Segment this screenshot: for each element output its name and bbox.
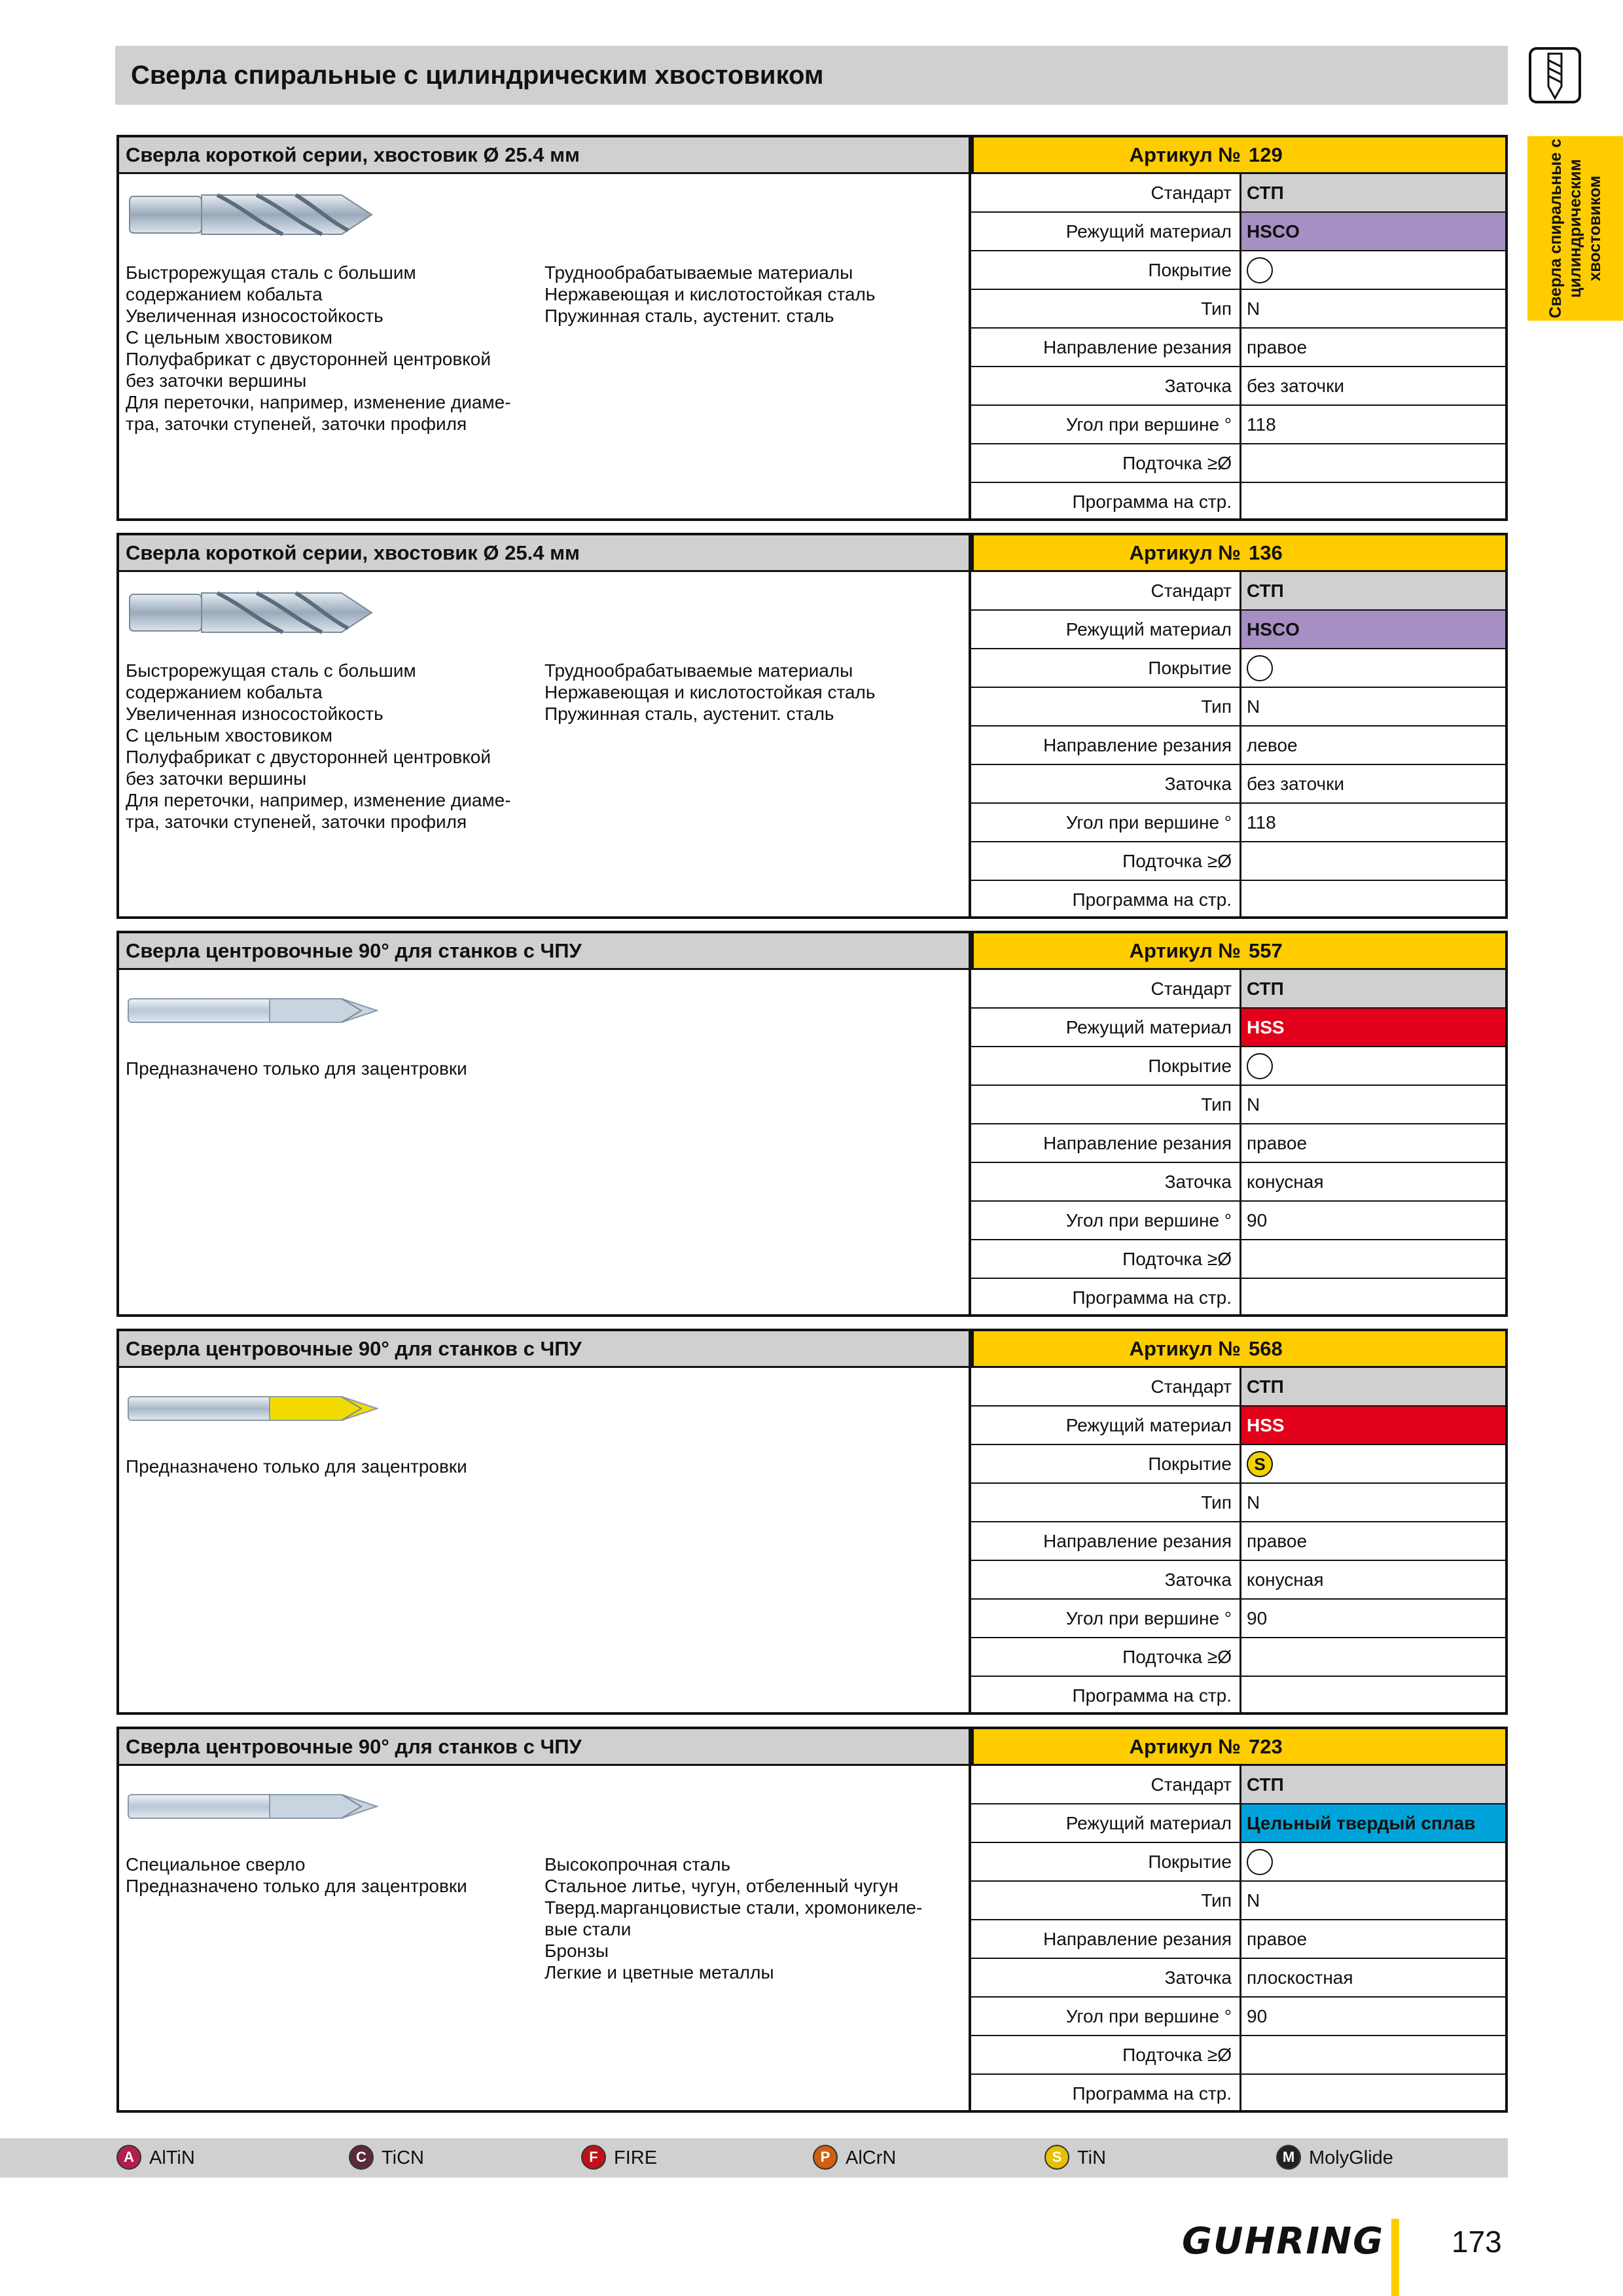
spec-label: Программа на стр. — [1072, 1685, 1232, 1706]
legend-label: TiN — [1077, 2147, 1107, 2168]
description-left: Быстрорежущая сталь с большим содержанием кобальта Увеличенная износостойкость С цельным хвостовиком Полуфабрикат с двусторонней центровкой без заточки вершины Для переточки, например, изменение диаме- тра, заточки ступеней, заточки профиля — [126, 262, 511, 434]
spec-row-program — [971, 2075, 1505, 2113]
spec-label: Тип — [1201, 1492, 1232, 1513]
spec-label: Тип — [1201, 1890, 1232, 1910]
spec-label: Стандарт — [1150, 978, 1232, 999]
spec-value-material — [1240, 1009, 1505, 1046]
spec-value-text: СТП — [1247, 581, 1284, 601]
spec-row-standard — [971, 174, 1505, 213]
spec-row-standard — [971, 970, 1505, 1009]
spec-value-coating — [1240, 251, 1505, 289]
spec-row-direction — [971, 1522, 1505, 1561]
uncoated-icon — [1247, 655, 1273, 681]
section-title: Сверла короткой серии, хвостовик Ø 25.4 мм — [119, 137, 969, 174]
article-number: 723 — [1249, 1735, 1283, 1758]
spec-value-sharpening — [1240, 1561, 1505, 1598]
spec-row-angle — [971, 1600, 1505, 1638]
brand-divider — [1391, 2219, 1399, 2296]
product-section-557 — [116, 931, 1508, 1317]
spec-label: Подточка ≥Ø — [1122, 851, 1232, 871]
section-title: Сверла короткой серии, хвостовик Ø 25.4 мм — [119, 535, 969, 572]
spec-label: Режущий материал — [1065, 1017, 1232, 1037]
spec-value-direction — [1240, 1124, 1505, 1162]
spec-value-thinning — [1240, 2036, 1505, 2073]
spec-row-material — [971, 1009, 1505, 1047]
spec-label: Стандарт — [1150, 1774, 1232, 1795]
product-section-568 — [116, 1329, 1508, 1715]
spec-value-text: конусная — [1247, 1570, 1324, 1590]
spec-value-text: без заточки — [1247, 774, 1345, 794]
spec-label: Угол при вершине ° — [1065, 1608, 1232, 1628]
spec-value-text: левое — [1247, 735, 1298, 755]
spec-row-angle — [971, 406, 1505, 444]
spec-value-angle — [1240, 1998, 1505, 2035]
product-section-129 — [116, 135, 1508, 521]
spec-value-angle — [1240, 1600, 1505, 1637]
uncoated-icon — [1247, 1053, 1273, 1079]
description-left: Специальное сверло Предназначено только для зацентровки — [126, 1854, 467, 1896]
legend-label: AlCrN — [846, 2147, 897, 2168]
spec-label: Заточка — [1164, 376, 1232, 396]
spec-value-text: 90 — [1247, 1210, 1268, 1230]
spec-table — [971, 174, 1505, 522]
spec-value-text: правое — [1247, 1929, 1308, 1949]
spec-label: Угол при вершине ° — [1065, 812, 1232, 833]
spec-row-sharpening — [971, 367, 1505, 406]
spec-value-text: HSS — [1247, 1415, 1285, 1435]
brand-logo: GUHRING — [1182, 2220, 1385, 2263]
spec-value-text: правое — [1247, 1531, 1308, 1551]
description-right: Труднообрабатываемые материалы Нержавеющая и кислотостойкая сталь Пружинная сталь, аустенит. сталь — [544, 660, 876, 724]
spec-value-angle — [1240, 406, 1505, 443]
spec-table — [971, 1766, 1505, 2113]
spec-row-direction — [971, 1124, 1505, 1163]
spec-label: Стандарт — [1150, 581, 1232, 601]
spec-value-text: СТП — [1247, 183, 1284, 203]
spec-row-coating — [971, 1843, 1505, 1882]
coating-molyglide-icon: M — [1276, 2145, 1301, 2170]
spec-row-type — [971, 1882, 1505, 1920]
spec-label: Подточка ≥Ø — [1122, 1647, 1232, 1667]
spec-value-text: правое — [1247, 337, 1308, 357]
spec-value-type — [1240, 1484, 1505, 1521]
spec-row-material — [971, 1407, 1505, 1445]
spec-value-program — [1240, 483, 1505, 520]
legend-label: TiCN — [382, 2147, 424, 2168]
spec-label: Угол при вершине ° — [1065, 1210, 1232, 1230]
spec-label: Покрытие — [1148, 1056, 1232, 1076]
spec-value-text: N — [1247, 1890, 1260, 1910]
spec-row-sharpening — [971, 765, 1505, 804]
spec-label: Подточка ≥Ø — [1122, 453, 1232, 473]
spec-value-material — [1240, 1804, 1505, 1842]
spec-value-material — [1240, 1407, 1505, 1444]
spec-label: Заточка — [1164, 774, 1232, 794]
section-title: Сверла центровочные 90° для станков с ЧПУ — [119, 933, 969, 970]
spec-label: Программа на стр. — [1072, 2083, 1232, 2104]
spec-label: Программа на стр. — [1072, 889, 1232, 910]
spec-row-standard — [971, 572, 1505, 611]
spec-value-text: N — [1247, 1094, 1260, 1115]
page-number: 173 — [1452, 2225, 1502, 2259]
side-tab-label: Сверла спиральные с цилиндрическим хвостовиком — [1546, 138, 1604, 319]
spec-label: Направление резания — [1043, 1531, 1232, 1551]
side-tab — [1527, 136, 1623, 321]
spec-value-direction — [1240, 1522, 1505, 1560]
spec-row-standard — [971, 1368, 1505, 1407]
description-left: Предназначено только для зацентровки — [126, 1058, 467, 1079]
spec-label: Покрытие — [1148, 1852, 1232, 1872]
product-section-136 — [116, 533, 1508, 919]
spec-label: Направление резания — [1043, 337, 1232, 357]
spec-row-coating — [971, 649, 1505, 688]
spec-label: Режущий материал — [1065, 1415, 1232, 1435]
legend-label: AlTiN — [149, 2147, 195, 2168]
spec-value-text: СТП — [1247, 1774, 1284, 1795]
spec-row-material — [971, 213, 1505, 251]
tin-coating-icon: S — [1247, 1451, 1273, 1477]
spec-row-type — [971, 290, 1505, 329]
spec-value-direction — [1240, 329, 1505, 366]
spec-value-coating — [1240, 649, 1505, 687]
spec-label: Покрытие — [1148, 260, 1232, 280]
spec-row-program — [971, 483, 1505, 522]
spec-label: Угол при вершине ° — [1065, 2006, 1232, 2026]
spec-label: Тип — [1201, 696, 1232, 717]
spec-value-type — [1240, 290, 1505, 327]
spec-row-thinning — [971, 444, 1505, 483]
spec-label: Направление резания — [1043, 735, 1232, 755]
section-title: Сверла центровочные 90° для станков с ЧПУ — [119, 1331, 969, 1368]
spec-row-program — [971, 881, 1505, 920]
spec-value-angle — [1240, 804, 1505, 841]
spec-label: Подточка ≥Ø — [1122, 1249, 1232, 1269]
spec-label: Режущий материал — [1065, 221, 1232, 242]
legend-label: FIRE — [614, 2147, 658, 2168]
spec-row-direction — [971, 329, 1505, 367]
spec-row-angle — [971, 804, 1505, 842]
article-label: Артикул № — [1129, 939, 1241, 962]
spec-value-standard — [1240, 970, 1505, 1007]
article-header — [971, 933, 1505, 970]
spec-value-text: плоскостная — [1247, 1967, 1353, 1988]
spec-table — [971, 1368, 1505, 1715]
drill-bit-icon — [1527, 46, 1582, 105]
spec-row-type — [971, 1484, 1505, 1522]
spec-row-program — [971, 1279, 1505, 1318]
coating-ticn-icon: C — [349, 2145, 374, 2170]
article-header — [971, 1331, 1505, 1368]
spec-value-standard — [1240, 174, 1505, 211]
spec-value-text: N — [1247, 696, 1260, 717]
article-number: 136 — [1249, 541, 1283, 564]
section-title: Сверла центровочные 90° для станков с ЧПУ — [119, 1729, 969, 1766]
spec-value-coating — [1240, 1445, 1505, 1482]
spec-value-text: N — [1247, 298, 1260, 319]
coating-altin-icon: A — [116, 2145, 141, 2170]
product-section-723 — [116, 1727, 1508, 2113]
uncoated-icon — [1247, 257, 1273, 283]
spec-value-thinning — [1240, 1240, 1505, 1278]
spec-value-type — [1240, 688, 1505, 725]
spec-value-text: HSCO — [1247, 221, 1300, 242]
spec-value-material — [1240, 611, 1505, 648]
article-header — [971, 1729, 1505, 1766]
spec-label: Режущий материал — [1065, 619, 1232, 639]
spec-row-coating — [971, 1445, 1505, 1484]
spec-label: Стандарт — [1150, 183, 1232, 203]
spec-label: Тип — [1201, 1094, 1232, 1115]
article-number: 557 — [1249, 939, 1283, 962]
spec-label: Режущий материал — [1065, 1813, 1232, 1833]
spec-row-type — [971, 1086, 1505, 1124]
spec-value-text: 90 — [1247, 1608, 1268, 1628]
spec-value-type — [1240, 1086, 1505, 1123]
page-title: Сверла спиральные с цилиндрическим хвостовиком — [115, 46, 1508, 105]
spec-row-sharpening — [971, 1561, 1505, 1600]
spec-value-text: конусная — [1247, 1172, 1324, 1192]
article-label: Артикул № — [1129, 541, 1241, 564]
spec-table — [971, 970, 1505, 1318]
description-right: Высокопрочная сталь Стальное литье, чугун, отбеленный чугун Тверд.марганцовистые стали, хромоникеле- вые стали Бронзы Легкие и цветные металлы — [544, 1854, 923, 1982]
spec-row-standard — [971, 1766, 1505, 1804]
spec-value-thinning — [1240, 842, 1505, 880]
spec-row-thinning — [971, 1240, 1505, 1279]
spec-row-material — [971, 611, 1505, 649]
spec-value-text: 118 — [1247, 414, 1276, 435]
spec-row-angle — [971, 1202, 1505, 1240]
spec-value-material — [1240, 213, 1505, 250]
spec-value-sharpening — [1240, 765, 1505, 802]
spec-value-text: без заточки — [1247, 376, 1345, 396]
spec-row-angle — [971, 1998, 1505, 2036]
spec-label: Подточка ≥Ø — [1122, 2045, 1232, 2065]
spec-label: Программа на стр. — [1072, 1287, 1232, 1308]
article-number: 568 — [1249, 1337, 1283, 1360]
spec-table — [971, 572, 1505, 920]
spec-value-text: СТП — [1247, 1376, 1284, 1397]
description-left: Быстрорежущая сталь с большим содержанием кобальта Увеличенная износостойкость С цельным хвостовиком Полуфабрикат с двусторонней центровкой без заточки вершины Для переточки, например, изменение диаме- тра, заточки ступеней, заточки профиля — [126, 660, 511, 832]
spec-label: Направление резания — [1043, 1929, 1232, 1949]
spec-value-sharpening — [1240, 1163, 1505, 1200]
spec-value-coating — [1240, 1843, 1505, 1880]
spec-value-thinning — [1240, 1638, 1505, 1676]
spec-row-type — [971, 688, 1505, 726]
spec-label: Заточка — [1164, 1967, 1232, 1988]
spec-value-program — [1240, 1279, 1505, 1316]
article-header — [971, 535, 1505, 572]
spec-value-text: Цельный твердый сплав — [1247, 1813, 1476, 1833]
spec-value-angle — [1240, 1202, 1505, 1239]
spec-value-direction — [1240, 1920, 1505, 1958]
article-label: Артикул № — [1129, 143, 1241, 166]
article-header — [971, 137, 1505, 174]
spec-row-direction — [971, 726, 1505, 765]
spec-value-type — [1240, 1882, 1505, 1919]
description-left: Предназначено только для зацентровки — [126, 1456, 467, 1477]
spec-value-program — [1240, 1677, 1505, 1714]
spec-label: Направление резания — [1043, 1133, 1232, 1153]
uncoated-icon — [1247, 1849, 1273, 1875]
spec-label: Тип — [1201, 298, 1232, 319]
spec-value-standard — [1240, 572, 1505, 609]
spec-row-coating — [971, 1047, 1505, 1086]
spec-value-text: СТП — [1247, 978, 1284, 999]
spec-value-text: N — [1247, 1492, 1260, 1513]
spec-value-text: правое — [1247, 1133, 1308, 1153]
spec-row-thinning — [971, 1638, 1505, 1677]
spec-value-text: 90 — [1247, 2006, 1268, 2026]
spec-value-standard — [1240, 1766, 1505, 1803]
article-label: Артикул № — [1129, 1337, 1241, 1360]
spec-row-thinning — [971, 2036, 1505, 2075]
spec-row-sharpening — [971, 1163, 1505, 1202]
spec-value-thinning — [1240, 444, 1505, 482]
spec-label: Заточка — [1164, 1172, 1232, 1192]
spec-value-program — [1240, 881, 1505, 918]
coating-fire-icon: F — [581, 2145, 606, 2170]
spec-value-standard — [1240, 1368, 1505, 1405]
coating-alcrn-icon: P — [813, 2145, 838, 2170]
spec-row-material — [971, 1804, 1505, 1843]
spec-row-sharpening — [971, 1959, 1505, 1998]
spec-row-coating — [971, 251, 1505, 290]
spec-value-text: 118 — [1247, 812, 1276, 833]
description-right: Труднообрабатываемые материалы Нержавеющая и кислотостойкая сталь Пружинная сталь, аустенит. сталь — [544, 262, 876, 326]
article-number: 129 — [1249, 143, 1283, 166]
legend-label: MolyGlide — [1309, 2147, 1393, 2168]
spec-label: Стандарт — [1150, 1376, 1232, 1397]
spec-label: Программа на стр. — [1072, 492, 1232, 512]
spec-value-text: HSCO — [1247, 619, 1300, 639]
spec-value-text: HSS — [1247, 1017, 1285, 1037]
spec-row-thinning — [971, 842, 1505, 881]
spec-value-sharpening — [1240, 367, 1505, 404]
spec-label: Покрытие — [1148, 1454, 1232, 1474]
spec-label: Заточка — [1164, 1570, 1232, 1590]
spec-row-direction — [971, 1920, 1505, 1959]
spec-value-sharpening — [1240, 1959, 1505, 1996]
spec-label: Покрытие — [1148, 658, 1232, 678]
article-label: Артикул № — [1129, 1735, 1241, 1758]
spec-row-program — [971, 1677, 1505, 1715]
spec-value-direction — [1240, 726, 1505, 764]
coating-tin-icon: S — [1044, 2145, 1069, 2170]
spec-value-coating — [1240, 1047, 1505, 1085]
coating-legend — [0, 2138, 1508, 2178]
spec-label: Угол при вершине ° — [1065, 414, 1232, 435]
spec-value-program — [1240, 2075, 1505, 2112]
